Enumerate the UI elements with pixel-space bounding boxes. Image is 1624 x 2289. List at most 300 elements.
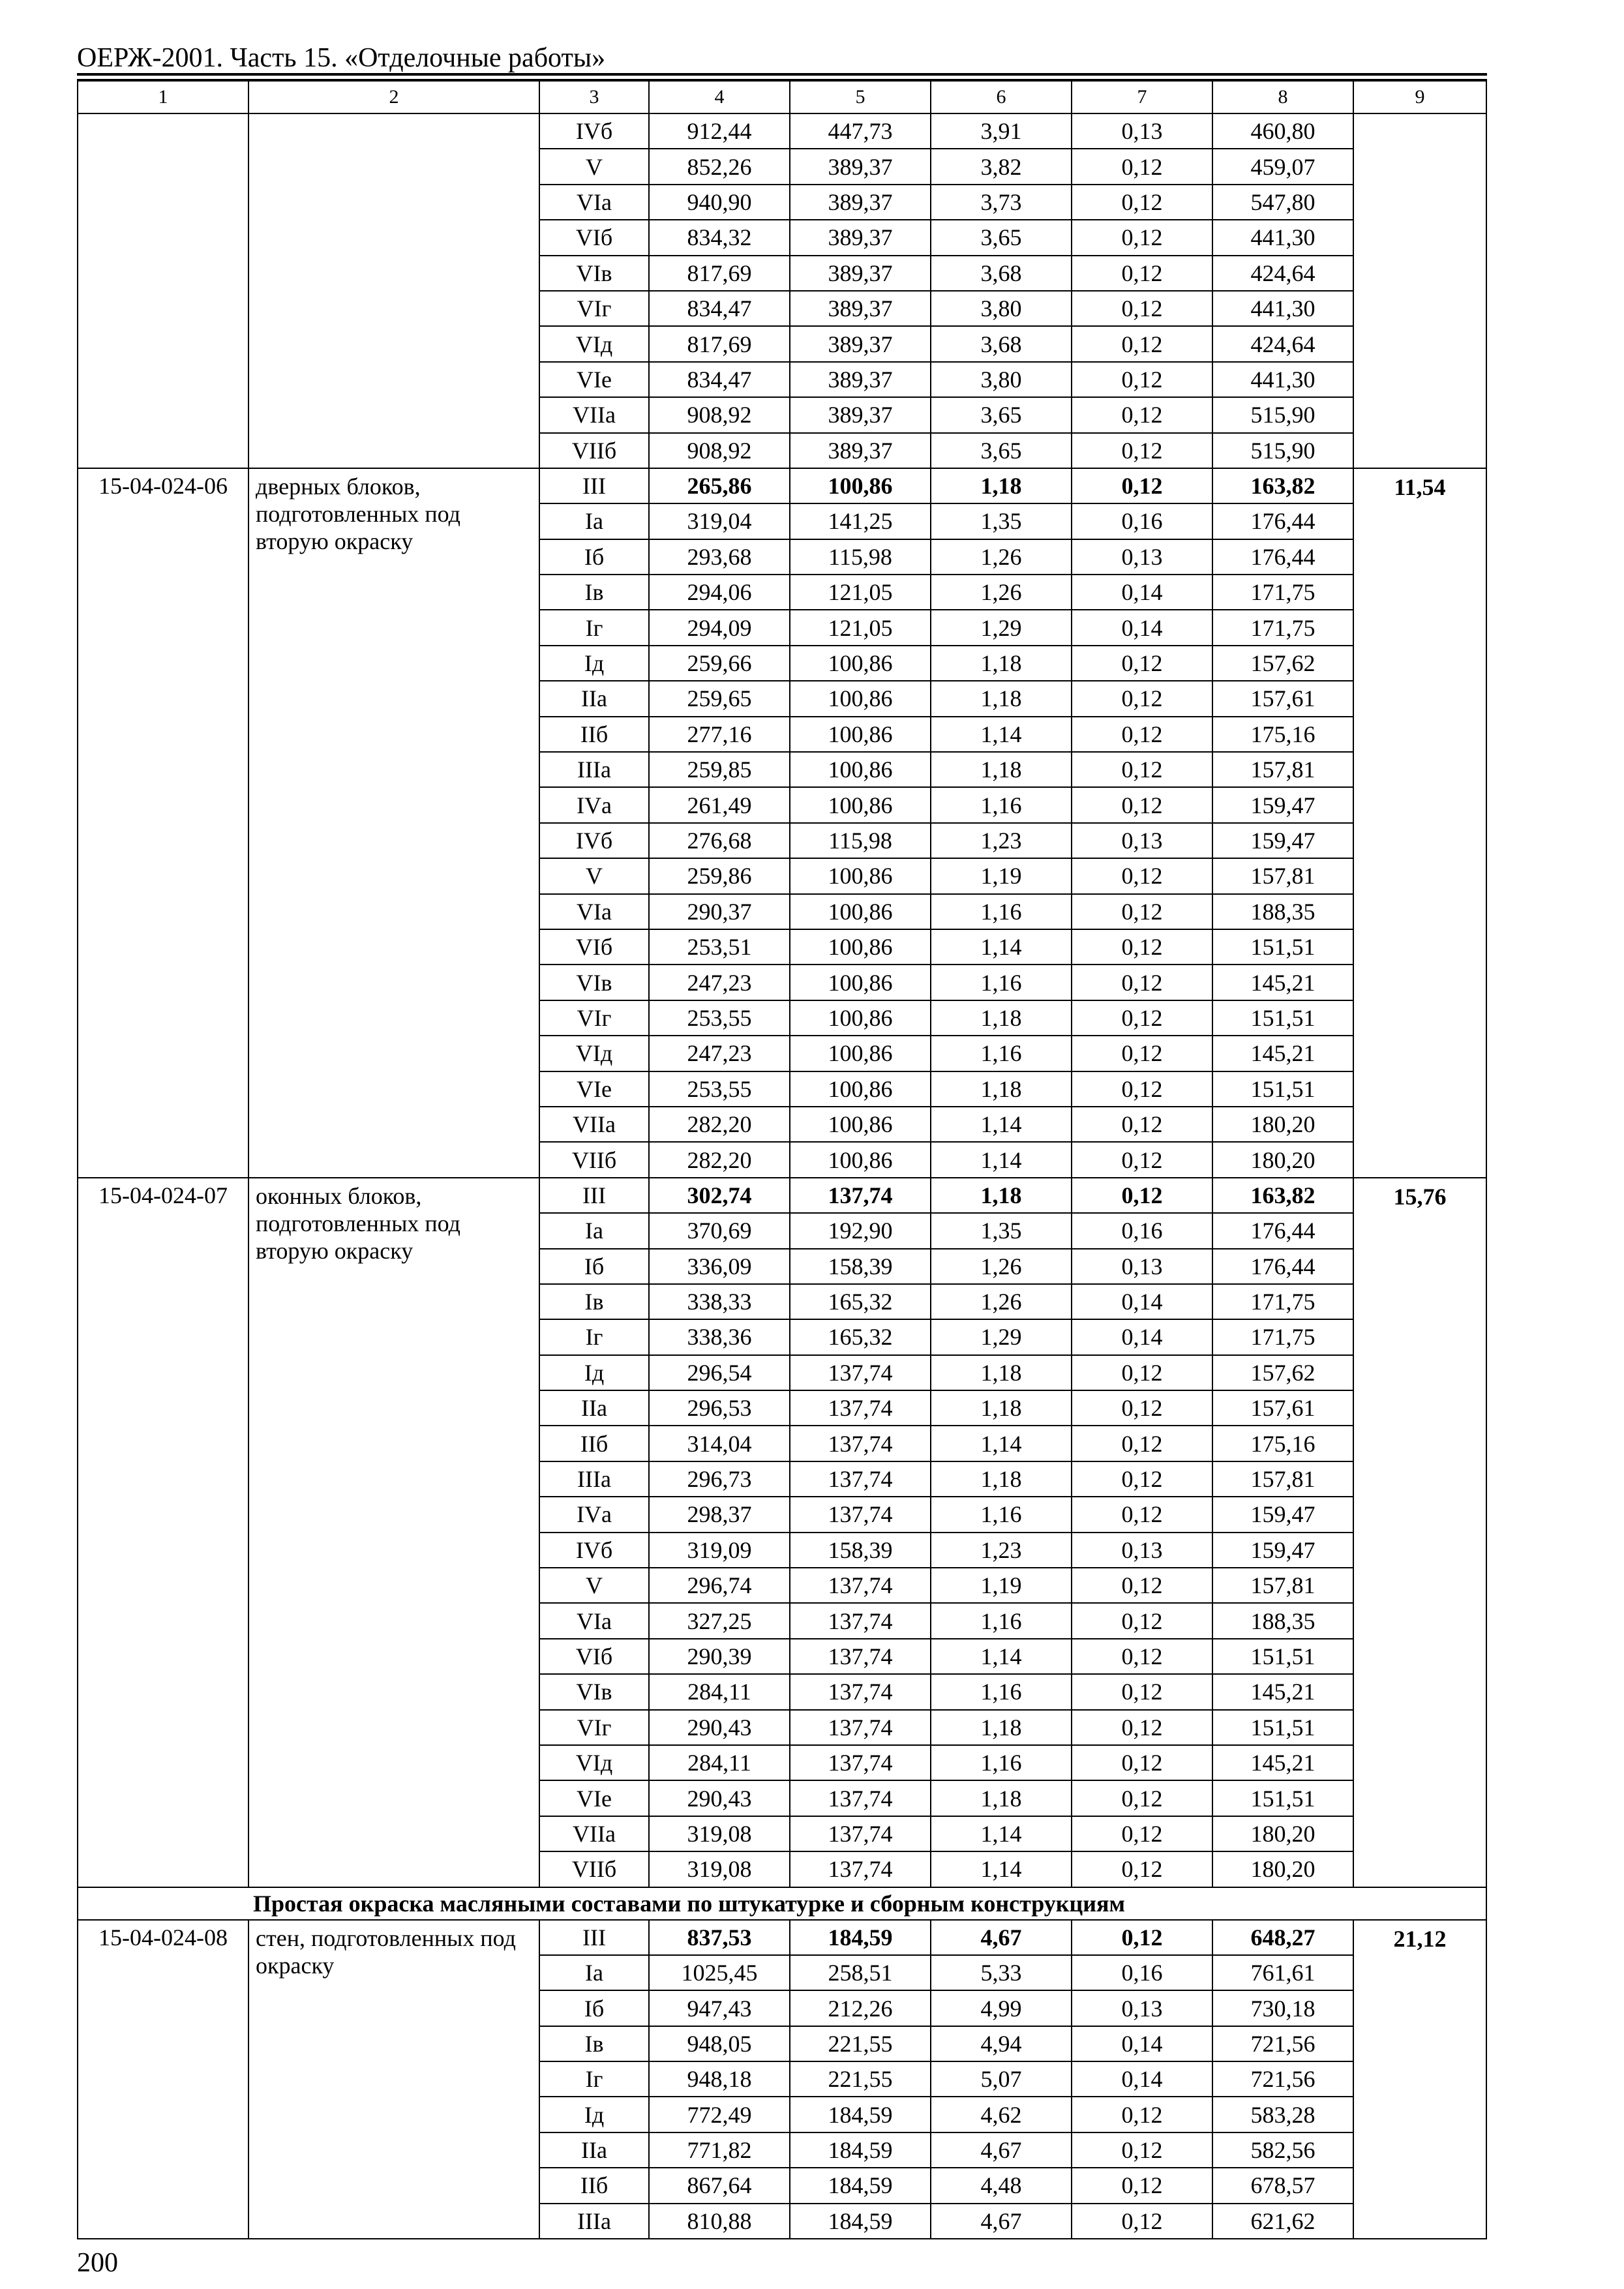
value-cell: 253,55 [649,1071,790,1107]
value-cell: 0,12 [1072,787,1212,822]
value-cell: 0,12 [1072,185,1212,220]
value-cell: 1,18 [931,1461,1072,1497]
value-cell: 948,18 [649,2061,790,2097]
value-cell: 259,65 [649,681,790,716]
table-row [78,1920,1486,1955]
value-cell: 180,20 [1212,1816,1353,1851]
value-cell: 1,16 [931,894,1072,929]
zone-cell: Iд [539,646,649,681]
value-cell: 834,47 [649,362,790,397]
value-cell: 1,18 [931,752,1072,787]
value-cell: 100,86 [790,468,931,503]
value-cell: 817,69 [649,256,790,291]
column-number: 6 [931,81,1072,113]
value-cell: 253,55 [649,1000,790,1036]
value-cell: 145,21 [1212,1745,1353,1780]
value-cell: 0,14 [1072,2061,1212,2097]
value-cell: 290,37 [649,894,790,929]
value-cell: 100,86 [790,787,931,822]
value-cell: 1,26 [931,575,1072,610]
value-cell: 0,12 [1072,1816,1212,1851]
column-number: 7 [1072,81,1212,113]
zone-cell: VIд [539,1745,649,1780]
zone-cell: VIе [539,1071,649,1107]
value-cell: 912,44 [649,113,790,149]
rate-code: 15-04-024-08 [78,1920,248,2239]
value-cell: 314,04 [649,1426,790,1461]
value-cell: 0,12 [1072,1142,1212,1177]
section-heading: Простая окраска масляными составами по штукатурке и сборным конструкциям [78,1887,1486,1920]
value-cell: 389,37 [790,291,931,326]
zone-cell: IVа [539,1497,649,1532]
value-cell: 137,74 [790,1674,931,1709]
value-cell: 0,16 [1072,503,1212,539]
value-cell: 277,16 [649,717,790,752]
value-cell: 100,86 [790,1142,931,1177]
rates-table [77,80,1487,2239]
column-number: 1 [78,81,248,113]
value-cell: 1,23 [931,1533,1072,1568]
value-cell: 948,05 [649,2026,790,2061]
value-cell: 0,12 [1072,717,1212,752]
value-cell: 389,37 [790,220,931,255]
value-cell: 810,88 [649,2204,790,2239]
value-cell: 319,09 [649,1533,790,1568]
value-cell: 0,12 [1072,149,1212,184]
page-number: 200 [77,2248,118,2278]
empty-col9-cell [1353,113,1486,468]
value-cell: 817,69 [649,326,790,361]
value-cell: 0,12 [1072,929,1212,965]
value-cell: 171,75 [1212,1284,1353,1319]
value-cell: 389,37 [790,326,931,361]
value-cell: 1,35 [931,1213,1072,1248]
value-cell: 1,14 [931,1851,1072,1887]
value-cell: 294,06 [649,575,790,610]
value-cell: 389,37 [790,256,931,291]
value-cell: 0,12 [1072,1780,1212,1816]
value-cell: 4,67 [931,1920,1072,1955]
zone-cell: VIв [539,256,649,291]
value-cell: 721,56 [1212,2061,1353,2097]
zone-cell: VIе [539,1780,649,1816]
value-cell: 0,12 [1072,1461,1212,1497]
value-cell: 100,86 [790,894,931,929]
value-cell: 137,74 [790,1639,931,1674]
value-cell: 0,12 [1072,2097,1212,2132]
value-cell: 0,12 [1072,1178,1212,1213]
zone-cell: V [539,149,649,184]
value-cell: 1,14 [931,1142,1072,1177]
value-cell: 1,14 [931,717,1072,752]
value-cell: 0,14 [1072,610,1212,645]
value-cell: 137,74 [790,1816,931,1851]
value-cell: 221,55 [790,2061,931,2097]
value-cell: 175,16 [1212,717,1353,752]
zone-cell: III [539,1178,649,1213]
value-cell: 276,68 [649,823,790,858]
value-cell: 259,66 [649,646,790,681]
value-cell: 137,74 [790,1710,931,1745]
value-cell: 771,82 [649,2132,790,2168]
zone-cell: VIIа [539,397,649,432]
value-cell: 294,09 [649,610,790,645]
value-cell: 441,30 [1212,291,1353,326]
zone-cell: VIг [539,1710,649,1745]
value-cell: 100,86 [790,681,931,716]
value-cell: 137,74 [790,1497,931,1532]
value-cell: 296,74 [649,1568,790,1603]
value-cell: 0,12 [1072,326,1212,361]
value-cell: 0,12 [1072,1568,1212,1603]
rates-table-body [78,81,1486,2239]
value-cell: 370,69 [649,1213,790,1248]
value-cell: 0,12 [1072,2168,1212,2203]
column-number-row [78,81,1486,113]
value-cell: 259,85 [649,752,790,787]
zone-cell: VIв [539,965,649,1000]
value-cell: 1,18 [931,1710,1072,1745]
zone-cell: Iб [539,539,649,575]
value-cell: 157,62 [1212,1355,1353,1390]
value-cell: 176,44 [1212,1249,1353,1284]
zone-cell: VIб [539,929,649,965]
value-cell: 184,59 [790,1920,931,1955]
value-cell: 730,18 [1212,1990,1353,2026]
value-cell: 184,59 [790,2168,931,2203]
value-cell: 1,18 [931,468,1072,503]
value-cell: 0,13 [1072,539,1212,575]
value-cell: 1,18 [931,681,1072,716]
zone-cell: VIIа [539,1107,649,1142]
value-cell: 0,12 [1072,965,1212,1000]
value-cell: 319,08 [649,1851,790,1887]
value-cell: 0,12 [1072,2204,1212,2239]
value-cell: 3,68 [931,256,1072,291]
value-cell: 940,90 [649,185,790,220]
zone-cell: Iа [539,1213,649,1248]
value-cell: 447,73 [790,113,931,149]
zone-cell: VIд [539,1036,649,1071]
zone-cell: VIIа [539,1816,649,1851]
zone-cell: IIа [539,2132,649,2168]
zone-cell: V [539,1568,649,1603]
column-number: 3 [539,81,649,113]
value-cell: 192,90 [790,1213,931,1248]
zone-cell: IIIа [539,2204,649,2239]
value-cell: 151,51 [1212,1780,1353,1816]
value-cell: 4,94 [931,2026,1072,2061]
value-cell: 158,39 [790,1249,931,1284]
value-cell: 0,14 [1072,1284,1212,1319]
value-cell: 157,81 [1212,858,1353,893]
value-cell: 159,47 [1212,823,1353,858]
value-cell: 4,99 [931,1990,1072,2026]
value-cell: 772,49 [649,2097,790,2132]
value-cell: 0,12 [1072,646,1212,681]
value-cell: 247,23 [649,965,790,1000]
value-cell: 0,12 [1072,433,1212,468]
zone-cell: VIIб [539,1851,649,1887]
value-cell: 302,74 [649,1178,790,1213]
zone-cell: Iг [539,1319,649,1354]
zone-cell: III [539,1920,649,1955]
zone-cell: VIа [539,185,649,220]
value-cell: 0,12 [1072,1603,1212,1638]
col9-value: 11,54 [1353,468,1486,1178]
value-cell: 0,12 [1072,1355,1212,1390]
value-cell: 157,61 [1212,1390,1353,1426]
zone-cell: Iв [539,575,649,610]
empty-description-cell [248,113,539,468]
value-cell: 100,86 [790,1107,931,1142]
table-row [78,468,1486,503]
value-cell: 0,14 [1072,2026,1212,2061]
value-cell: 678,57 [1212,2168,1353,2203]
value-cell: 1,16 [931,1674,1072,1709]
value-cell: 100,86 [790,717,931,752]
value-cell: 1,16 [931,965,1072,1000]
value-cell: 157,81 [1212,752,1353,787]
value-cell: 284,11 [649,1745,790,1780]
rate-code: 15-04-024-06 [78,468,248,1178]
zone-cell: VIв [539,1674,649,1709]
value-cell: 151,51 [1212,929,1353,965]
column-number: 5 [790,81,931,113]
value-cell: 1,14 [931,1639,1072,1674]
value-cell: 0,14 [1072,1319,1212,1354]
value-cell: 137,74 [790,1745,931,1780]
column-number: 9 [1353,81,1486,113]
value-cell: 3,91 [931,113,1072,149]
zone-cell: IVб [539,1533,649,1568]
value-cell: 319,08 [649,1816,790,1851]
zone-cell: IIб [539,1426,649,1461]
value-cell: 157,62 [1212,646,1353,681]
value-cell: 3,65 [931,433,1072,468]
value-cell: 137,74 [790,1178,931,1213]
value-cell: 151,51 [1212,1710,1353,1745]
value-cell: 1,18 [931,1780,1072,1816]
value-cell: 1,16 [931,787,1072,822]
value-cell: 583,28 [1212,2097,1353,2132]
value-cell: 0,12 [1072,681,1212,716]
value-cell: 515,90 [1212,433,1353,468]
value-cell: 0,14 [1072,575,1212,610]
value-cell: 296,54 [649,1355,790,1390]
value-cell: 1,18 [931,646,1072,681]
value-cell: 141,25 [790,503,931,539]
zone-cell: Iд [539,2097,649,2132]
zone-cell: Iг [539,2061,649,2097]
value-cell: 137,74 [790,1426,931,1461]
value-cell: 165,32 [790,1284,931,1319]
value-cell: 221,55 [790,2026,931,2061]
value-cell: 121,05 [790,610,931,645]
value-cell: 137,74 [790,1461,931,1497]
value-cell: 1,26 [931,539,1072,575]
value-cell: 0,12 [1072,362,1212,397]
value-cell: 3,80 [931,362,1072,397]
value-cell: 100,86 [790,752,931,787]
col9-value: 15,76 [1353,1178,1486,1887]
value-cell: 100,86 [790,1000,931,1036]
value-cell: 621,62 [1212,2204,1353,2239]
value-cell: 157,61 [1212,681,1353,716]
work-description: дверных блоков, подготовленных под вторую окраску [248,468,539,1178]
zone-cell: IVб [539,113,649,149]
value-cell: 0,12 [1072,858,1212,893]
zone-cell: Iг [539,610,649,645]
value-cell: 157,81 [1212,1568,1353,1603]
value-cell: 290,43 [649,1780,790,1816]
value-cell: 834,47 [649,291,790,326]
zone-cell: Iа [539,1955,649,1990]
zone-cell: Iд [539,1355,649,1390]
value-cell: 648,27 [1212,1920,1353,1955]
value-cell: 4,67 [931,2132,1072,2168]
zone-cell: IIа [539,681,649,716]
value-cell: 163,82 [1212,468,1353,503]
value-cell: 157,81 [1212,1461,1353,1497]
value-cell: 1,14 [931,929,1072,965]
value-cell: 338,33 [649,1284,790,1319]
zone-cell: VIе [539,362,649,397]
value-cell: 158,39 [790,1533,931,1568]
empty-code-cell [78,113,248,468]
value-cell: 0,13 [1072,1249,1212,1284]
value-cell: 159,47 [1212,1533,1353,1568]
zone-cell: VIIб [539,433,649,468]
value-cell: 4,48 [931,2168,1072,2203]
value-cell: 151,51 [1212,1639,1353,1674]
value-cell: 296,53 [649,1390,790,1426]
value-cell: 180,20 [1212,1107,1353,1142]
value-cell: 4,67 [931,2204,1072,2239]
value-cell: 1,18 [931,1390,1072,1426]
value-cell: 100,86 [790,1036,931,1071]
value-cell: 1,18 [931,1071,1072,1107]
value-cell: 184,59 [790,2097,931,2132]
value-cell: 1,18 [931,1178,1072,1213]
value-cell: 0,12 [1072,894,1212,929]
value-cell: 258,51 [790,1955,931,1990]
value-cell: 121,05 [790,575,931,610]
zone-cell: IIа [539,1390,649,1426]
value-cell: 1,18 [931,1355,1072,1390]
zone-cell: VIд [539,326,649,361]
value-cell: 165,32 [790,1319,931,1354]
value-cell: 547,80 [1212,185,1353,220]
value-cell: 0,12 [1072,220,1212,255]
value-cell: 515,90 [1212,397,1353,432]
zone-cell: V [539,858,649,893]
work-description: оконных блоков, подготовленных под вторую окраску [248,1178,539,1887]
zone-cell: VIIб [539,1142,649,1177]
zone-cell: IIIа [539,752,649,787]
value-cell: 327,25 [649,1603,790,1638]
value-cell: 184,59 [790,2132,931,2168]
value-cell: 761,61 [1212,1955,1353,1990]
value-cell: 3,68 [931,326,1072,361]
value-cell: 4,62 [931,2097,1072,2132]
value-cell: 0,12 [1072,1390,1212,1426]
value-cell: 1,26 [931,1249,1072,1284]
value-cell: 947,43 [649,1990,790,2026]
col9-value: 21,12 [1353,1920,1486,2239]
value-cell: 1025,45 [649,1955,790,1990]
zone-cell: IIб [539,2168,649,2203]
value-cell: 290,39 [649,1639,790,1674]
value-cell: 0,12 [1072,1674,1212,1709]
value-cell: 171,75 [1212,610,1353,645]
value-cell: 389,37 [790,397,931,432]
value-cell: 834,32 [649,220,790,255]
value-cell: 1,16 [931,1497,1072,1532]
value-cell: 338,36 [649,1319,790,1354]
zone-cell: Iв [539,2026,649,2061]
value-cell: 1,23 [931,823,1072,858]
value-cell: 0,12 [1072,256,1212,291]
zone-cell: III [539,468,649,503]
zone-cell: Iб [539,1249,649,1284]
value-cell: 100,86 [790,1071,931,1107]
value-cell: 389,37 [790,149,931,184]
value-cell: 721,56 [1212,2026,1353,2061]
value-cell: 3,65 [931,397,1072,432]
value-cell: 1,16 [931,1036,1072,1071]
value-cell: 115,98 [790,539,931,575]
value-cell: 1,16 [931,1745,1072,1780]
value-cell: 265,86 [649,468,790,503]
value-cell: 282,20 [649,1142,790,1177]
value-cell: 1,19 [931,1568,1072,1603]
value-cell: 0,12 [1072,1071,1212,1107]
value-cell: 3,65 [931,220,1072,255]
zone-cell: VIг [539,291,649,326]
zone-cell: Iв [539,1284,649,1319]
page-header-title: ОЕРЖ-2001. Часть 15. «Отделочные работы» [77,43,606,73]
column-number: 2 [248,81,539,113]
zone-cell: VIб [539,220,649,255]
value-cell: 176,44 [1212,539,1353,575]
zone-cell: IVб [539,823,649,858]
value-cell: 159,47 [1212,1497,1353,1532]
value-cell: 3,73 [931,185,1072,220]
value-cell: 0,12 [1072,1745,1212,1780]
value-cell: 259,86 [649,858,790,893]
value-cell: 1,19 [931,858,1072,893]
value-cell: 837,53 [649,1920,790,1955]
value-cell: 389,37 [790,433,931,468]
value-cell: 389,37 [790,185,931,220]
value-cell: 137,74 [790,1851,931,1887]
value-cell: 100,86 [790,858,931,893]
value-cell: 0,12 [1072,1426,1212,1461]
zone-cell: VIг [539,1000,649,1036]
value-cell: 296,73 [649,1461,790,1497]
value-cell: 184,59 [790,2204,931,2239]
value-cell: 336,09 [649,1249,790,1284]
value-cell: 867,64 [649,2168,790,2203]
value-cell: 0,12 [1072,397,1212,432]
value-cell: 0,12 [1072,1851,1212,1887]
value-cell: 0,12 [1072,1639,1212,1674]
value-cell: 0,16 [1072,1955,1212,1990]
value-cell: 212,26 [790,1990,931,2026]
value-cell: 852,26 [649,149,790,184]
value-cell: 298,37 [649,1497,790,1532]
